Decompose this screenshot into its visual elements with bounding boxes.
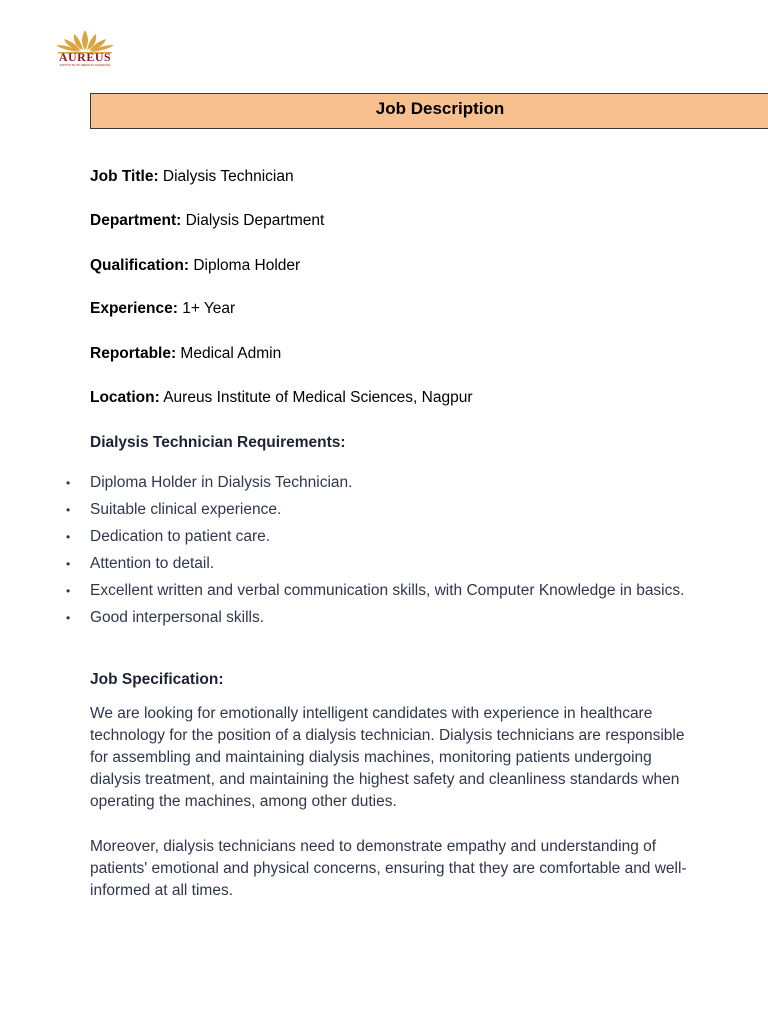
job-title-line: [90, 167, 294, 187]
specification-paragraph-2: Moreover, dialysis technicians need to demonstrate empathy and understanding of patients' emotional and physical concerns, ensuring that they are comfortable and well-informed at all times.: [90, 838, 687, 899]
title-banner: [90, 93, 768, 129]
list-item: [66, 526, 690, 548]
job-title-value: Dialysis Technician: [158, 168, 294, 185]
job-title-label: Job Title:: [90, 168, 159, 185]
requirement-text: Good interpersonal skills.: [90, 609, 265, 626]
logo-tagline: INSTITUTE OF MEDICAL SCIENCES: [59, 63, 111, 67]
requirement-text: Attention to detail.: [90, 555, 215, 572]
list-item: [66, 472, 690, 494]
aureus-logo: [50, 28, 120, 72]
list-item: [66, 553, 690, 575]
qualification-line: [90, 256, 300, 276]
location-value: Aureus Institute of Medical Sciences, Nagpur: [159, 389, 473, 406]
reportable-value: Medical Admin: [176, 345, 282, 362]
requirements-heading: Dialysis Technician Requirements:: [90, 434, 346, 451]
experience-value: 1+ Year: [177, 300, 236, 317]
location-line: [90, 388, 473, 408]
bullet-icon: •: [66, 611, 71, 625]
requirements-list: [66, 472, 690, 634]
department-label: Department:: [90, 212, 182, 229]
qualification-label: Qualification:: [90, 257, 190, 274]
reportable-label: Reportable:: [90, 345, 177, 362]
requirement-text: Excellent written and verbal communication skills, with Computer Knowledge in basics.: [90, 582, 685, 599]
list-item: [66, 580, 690, 602]
specification-heading: Job Specification:: [90, 671, 224, 688]
requirement-text: Dedication to patient care.: [90, 528, 271, 545]
bullet-icon: •: [66, 503, 71, 517]
reportable-line: [90, 344, 281, 364]
experience-label: Experience:: [90, 300, 178, 317]
requirement-text: Suitable clinical experience.: [90, 501, 282, 518]
experience-line: [90, 299, 235, 319]
bullet-icon: •: [66, 530, 71, 544]
requirement-text: Diploma Holder in Dialysis Technician.: [90, 474, 353, 491]
page-title: Job Description: [375, 99, 505, 118]
list-item: [66, 499, 690, 521]
department-line: [90, 211, 324, 231]
department-value: Dialysis Department: [181, 212, 325, 229]
bullet-icon: •: [66, 584, 71, 598]
location-label: Location:: [90, 389, 160, 406]
specification-paragraph-1: We are looking for emotionally intelligent candidates with experience in healthcare technology for the position of a dialysis technician. Dialysis technicians are responsible for assembling and maintaining dialysis machines, monitoring patients undergoing dialysis treatment, and maintaining the highest safety and cleanliness standards when operating the machines, among other duties.: [90, 705, 685, 810]
logo-wordmark: AUREUS: [58, 50, 112, 64]
list-item: [66, 607, 690, 629]
qualification-value: Diploma Holder: [189, 257, 301, 274]
bullet-icon: •: [66, 557, 71, 571]
bullet-icon: •: [66, 476, 71, 490]
